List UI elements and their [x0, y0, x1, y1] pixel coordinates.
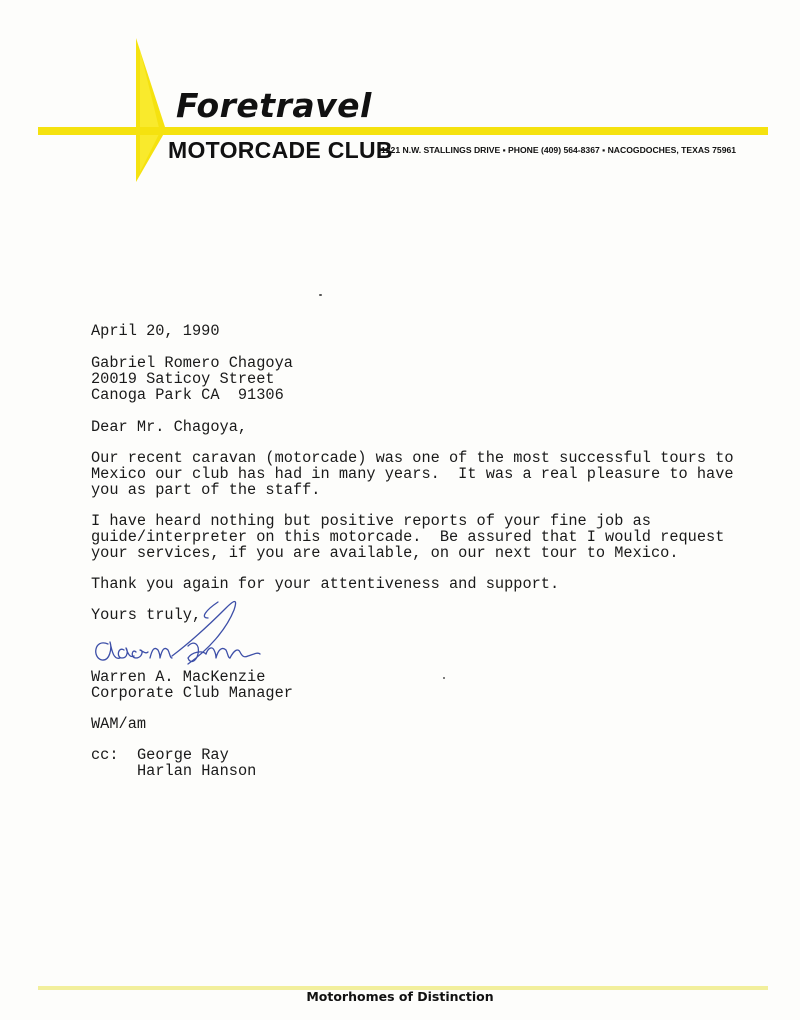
handwritten-signature — [88, 588, 288, 678]
paragraph-2-line: your services, if you are available, on our next tour to Mexico. — [91, 544, 679, 562]
letter-body — [91, 0, 771, 780]
club-address: 1221 N.W. STALLINGS DRIVE ▪ PHONE (409) 564-8367 ▪ NACOGDOCHES, TEXAS 75961 — [381, 145, 737, 155]
closing: Yours truly, — [91, 606, 202, 624]
cc-recipient: George Ray — [137, 746, 229, 764]
cc-recipient: Harlan Hanson — [137, 762, 257, 780]
paragraph-2-line: I have heard nothing but positive reports of your fine job as — [91, 512, 651, 530]
salutation: Dear Mr. Chagoya, — [91, 418, 248, 436]
signer-title: Corporate Club Manager — [91, 684, 293, 702]
recipient-city: Canoga Park CA 91306 — [91, 386, 284, 404]
typist-initials: WAM/am — [91, 715, 147, 733]
recipient-name: Gabriel Romero Chagoya — [91, 354, 293, 372]
brand-logo: Foretravel — [176, 86, 372, 125]
footer-tagline: Motorhomes of Distinction — [306, 989, 494, 1004]
paper-speck — [443, 677, 445, 679]
paragraph-2-line: guide/interpreter on this motorcade. Be assured that I would request — [91, 528, 725, 546]
paragraph-1-line: Our recent caravan (motorcade) was one of the most successful tours to — [91, 449, 734, 467]
paragraph-1-line: you as part of the staff. — [91, 481, 321, 499]
paragraph-1-line: Mexico our club has had in many years. It was a real pleasure to have — [91, 465, 734, 483]
paragraph-3: Thank you again for your attentiveness and support. — [91, 575, 560, 593]
cc-label: cc: — [91, 746, 119, 764]
club-name: MOTORCADE CLUB — [168, 137, 393, 163]
recipient-street: 20019 Saticoy Street — [91, 370, 275, 388]
letter-date: April 20, 1990 — [91, 322, 220, 340]
signer-name: Warren A. MacKenzie — [91, 668, 266, 686]
